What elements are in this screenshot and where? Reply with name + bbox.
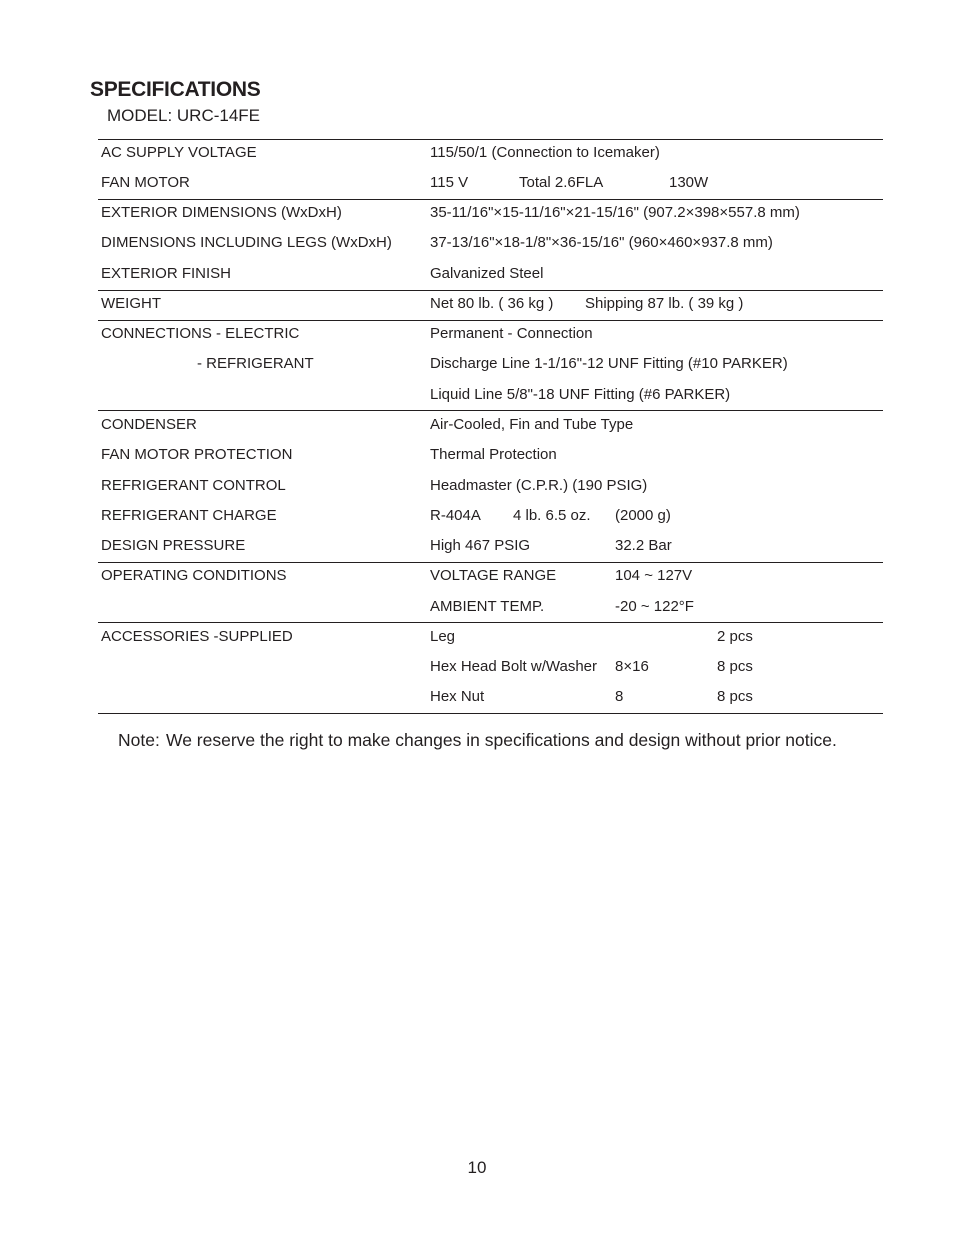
table-row: [0, 561, 954, 591]
row-value: 8 pcs: [717, 658, 753, 675]
table-row: [0, 138, 954, 168]
table-row: [0, 289, 954, 319]
row-label: EXTERIOR FINISH: [101, 265, 232, 282]
row-value: Hex Nut: [430, 688, 485, 705]
row-value: 35-11/16"×15-11/16"×21-15/16" (907.2×398×557.8 mm): [430, 204, 800, 221]
table-row: [0, 228, 954, 258]
row-value: 2 pcs: [717, 628, 753, 645]
model-name: MODEL: URC-14FE: [107, 106, 261, 125]
row-value: -20 ~ 122°F: [615, 598, 694, 615]
table-row: [0, 471, 954, 501]
row-value: Thermal Protection: [430, 446, 557, 463]
table-divider: [98, 713, 883, 714]
row-label: EXTERIOR DIMENSIONS (WxDxH): [101, 204, 342, 221]
row-value: Air-Cooled, Fin and Tube Type: [430, 416, 634, 433]
row-value: 37-13/16"×18-1/8"×36-15/16" (960×460×937.8 mm): [430, 234, 773, 251]
row-value: 8 pcs: [717, 688, 753, 705]
row-value: Headmaster (C.P.R.) (190 PSIG): [430, 477, 648, 494]
row-label: CONNECTIONS - ELECTRIC: [101, 325, 300, 342]
row-label: - REFRIGERANT: [197, 355, 314, 372]
table-row: [0, 198, 954, 228]
row-value: Galvanized Steel: [430, 265, 544, 282]
note-label: Note:: [118, 730, 160, 750]
row-label: FAN MOTOR: [101, 174, 190, 191]
row-value: R-404A: [430, 507, 481, 524]
row-value: 8×16: [615, 658, 649, 675]
table-row: [0, 319, 954, 349]
row-value: AMBIENT TEMP.: [430, 598, 545, 615]
row-label: REFRIGERANT CONTROL: [101, 477, 286, 494]
row-value: Liquid Line 5/8"-18 UNF Fitting (#6 PARKER): [430, 386, 731, 403]
table-row: [0, 682, 954, 712]
table-row: [0, 531, 954, 561]
table-row: [0, 501, 954, 531]
row-value: 115/50/1 (Connection to Icemaker): [430, 144, 660, 161]
table-row: [0, 652, 954, 682]
row-value: Leg: [430, 628, 456, 645]
row-value: 115 V: [430, 174, 469, 191]
row-value: 32.2 Bar: [615, 537, 672, 554]
table-row: [0, 440, 954, 470]
row-value: Permanent - Connection: [430, 325, 593, 342]
table-row: [0, 349, 954, 379]
row-value: Hex Head Bolt w/Washer: [430, 658, 598, 675]
row-label: OPERATING CONDITIONS: [101, 567, 287, 584]
row-label: REFRIGERANT CHARGE: [101, 507, 277, 524]
row-label: WEIGHT: [101, 295, 161, 312]
table-row: [0, 168, 954, 198]
row-value: Shipping 87 lb. ( 39 kg ): [585, 295, 744, 312]
row-value: VOLTAGE RANGE: [430, 567, 557, 584]
row-value: 130W: [669, 174, 709, 191]
row-label: DESIGN PRESSURE: [101, 537, 246, 554]
row-value: 104 ~ 127V: [615, 567, 693, 584]
table-row: [0, 259, 954, 289]
row-value: Total 2.6FLA: [519, 174, 604, 191]
table-row: [0, 622, 954, 652]
table-row: [0, 380, 954, 410]
row-label: AC SUPPLY VOLTAGE: [101, 144, 257, 161]
note-text: We reserve the right to make changes in specifications and design without prior notice.: [166, 730, 837, 750]
row-label: FAN MOTOR PROTECTION: [101, 446, 293, 463]
row-value: 8: [615, 688, 624, 705]
row-value: Net 80 lb. ( 36 kg ): [430, 295, 554, 312]
row-value: (2000 g): [615, 507, 671, 524]
table-row: [0, 410, 954, 440]
row-value: 4 lb. 6.5 oz.: [513, 507, 591, 524]
table-row: [0, 592, 954, 622]
row-value: High 467 PSIG: [430, 537, 531, 554]
row-label: CONDENSER: [101, 416, 197, 433]
page-title: SPECIFICATIONS: [90, 78, 261, 101]
row-label: ACCESSORIES -SUPPLIED: [101, 628, 293, 645]
row-value: Discharge Line 1-1/16"-12 UNF Fitting (#10 PARKER): [430, 355, 788, 372]
row-label: DIMENSIONS INCLUDING LEGS (WxDxH): [101, 234, 392, 251]
page-number: 10: [467, 1158, 487, 1177]
